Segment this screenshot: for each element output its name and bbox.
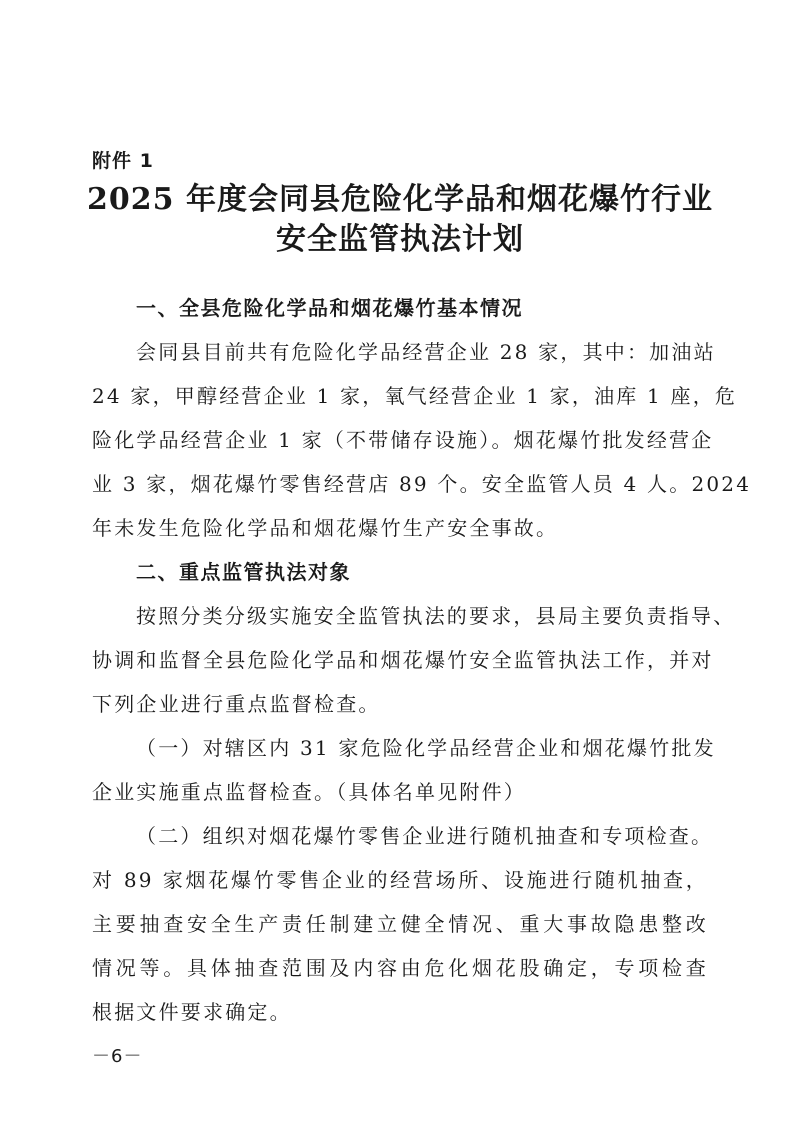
section-1-line: 险化学品经营企业 1 家（不带储存设施）。烟花爆竹批发经营企: [92, 428, 714, 452]
section-1-line: 业 3 家，烟花爆竹零售经营店 89 个。安全监管人员 4 人。2024: [92, 472, 752, 496]
section-2-para-1-line: 下列企业进行重点监督检查。: [92, 692, 381, 716]
page-number: －6－: [92, 1046, 143, 1067]
section-1-line: 24 家，甲醇经营企业 1 家，氧气经营企业 1 家，油库 1 座，危: [92, 384, 738, 408]
section-2-para-2-line: 企业实施重点监督检查。（具体名单见附件）: [92, 780, 526, 804]
section-2-para-2-line: （一）对辖区内 31 家危险化学品经营企业和烟花爆竹批发: [136, 736, 716, 760]
section-2-para-3-line: 根据文件要求确定。: [92, 1000, 292, 1024]
title-line-1: 2025 年度会同县危险化学品和烟花爆竹行业: [87, 182, 713, 217]
title-line-2: 安全监管执法计划: [276, 222, 524, 257]
section-1-line: 年未发生危险化学品和烟花爆竹生产安全事故。: [92, 516, 559, 540]
section-2-para-1-line: 按照分类分级实施安全监管执法的要求，县局主要负责指导、: [136, 604, 736, 628]
section-2-para-3-line: （二）组织对烟花爆竹零售企业进行随机抽查和专项检查。: [136, 824, 714, 848]
section-2-para-3-line: 对 89 家烟花爆竹零售企业的经营场所、设施进行随机抽查，: [92, 868, 708, 892]
section-1-line: 会同县目前共有危险化学品经营企业 28 家，其中：加油站: [136, 340, 716, 364]
section-2-para-3-line: 情况等。具体抽查范围及内容由危化烟花股确定，专项检查: [92, 956, 708, 980]
section-2-para-3-line: 主要抽查安全生产责任制建立健全情况、重大事故隐患整改: [92, 912, 708, 936]
section-1-heading: 一、全县危险化学品和烟花爆竹基本情况: [136, 296, 523, 320]
section-2-heading: 二、重点监管执法对象: [136, 560, 351, 584]
attachment-label: 附件 1: [92, 150, 154, 172]
section-2-para-1-line: 协调和监督全县危险化学品和烟花爆竹安全监管执法工作，并对: [92, 648, 714, 672]
